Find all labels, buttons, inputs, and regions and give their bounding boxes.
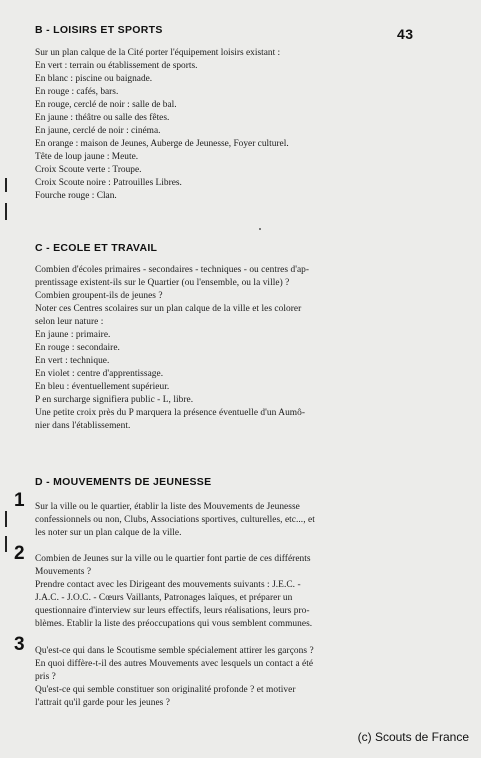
section-c-line: P en surcharge signifiera public - L, libre. bbox=[35, 395, 194, 405]
section-b-line: En jaune : théâtre ou salle des fêtes. bbox=[35, 113, 170, 123]
section-b-line: En rouge, cerclé de noir : salle de bal. bbox=[35, 100, 177, 110]
section-b-line: En rouge : cafés, bars. bbox=[35, 87, 119, 97]
section-d-line: Combien de Jeunes sur la ville ou le quartier font partie de ces différents bbox=[35, 554, 311, 564]
section-d-item-3 bbox=[35, 645, 383, 710]
section-b-line: Croix Scoute noire : Patrouilles Libres. bbox=[35, 178, 182, 188]
section-d-line: pris ? bbox=[35, 672, 56, 682]
section-b-line: Tête de loup jaune : Meute. bbox=[35, 152, 139, 162]
margin-mark bbox=[5, 178, 7, 192]
item-1-number: 1 bbox=[14, 490, 25, 511]
section-c-line: selon leur nature : bbox=[35, 317, 104, 327]
section-c-line: En jaune : primaire. bbox=[35, 330, 111, 340]
item-2-number: 2 bbox=[14, 543, 25, 564]
section-c-line: Combien d'écoles primaires - secondaires - techniques - ou centres d'ap- bbox=[35, 265, 310, 275]
section-d-heading: D - MOUVEMENTS DE JEUNESSE bbox=[35, 476, 212, 488]
section-d-line: l'attrait qu'il garde pour les jeunes ? bbox=[35, 698, 170, 708]
page-number: 43 bbox=[397, 26, 414, 42]
section-c-heading: C - ECOLE ET TRAVAIL bbox=[35, 242, 158, 254]
section-b-line: Fourche rouge : Clan. bbox=[35, 191, 117, 201]
margin-mark bbox=[5, 536, 7, 552]
section-c-line: En violet : centre d'apprentissage. bbox=[35, 369, 164, 379]
section-d-line: Qu'est-ce qui semble constituer son originalité profonde ? et motiver bbox=[35, 685, 296, 695]
section-b-heading: B - LOISIRS ET SPORTS bbox=[35, 24, 163, 36]
section-c-line: nier dans l'établissement. bbox=[35, 421, 131, 431]
section-d-line: En quoi diffère-t-il des autres Mouvements avec lesquels un contact a été bbox=[35, 659, 314, 669]
section-c-line: En bleu : éventuellement supérieur. bbox=[35, 382, 170, 392]
section-d-line: blèmes. Etablir la liste des préoccupations qui vous semblent communes. bbox=[35, 619, 313, 629]
margin-mark bbox=[5, 203, 7, 220]
print-speck bbox=[259, 228, 261, 230]
section-d-line: questionnaire d'interview sur leurs effectifs, leurs réalisations, leurs pro- bbox=[35, 606, 310, 616]
section-d-line: Qu'est-ce qui dans le Scoutisme semble spécialement attirer les garçons ? bbox=[35, 646, 314, 656]
section-c-list bbox=[35, 264, 383, 433]
section-b-line: Croix Scoute verte : Troupe. bbox=[35, 165, 142, 175]
section-b-line: En vert : terrain ou établissement de sports. bbox=[35, 61, 198, 71]
section-c-line: En vert : technique. bbox=[35, 356, 110, 366]
section-c-line: Combien groupent-ils de jeunes ? bbox=[35, 291, 163, 301]
section-b-line: En blanc : piscine ou baignade. bbox=[35, 74, 153, 84]
section-d-line: confessionnels ou non, Clubs, Associations sportives, culturelles, etc..., et bbox=[35, 515, 315, 525]
section-c-line: prentissage existent-ils sur le Quartier (ou l'ensemble, ou la ville) ? bbox=[35, 278, 290, 288]
section-b-line: Sur un plan calque de la Cité porter l'équipement loisirs existant : bbox=[35, 48, 281, 58]
item-3-number: 3 bbox=[14, 634, 25, 655]
section-b-line: En orange : maison de Jeunes, Auberge de Jeunesse, Foyer culturel. bbox=[35, 139, 289, 149]
copyright-watermark: (c) Scouts de France bbox=[357, 730, 469, 744]
section-d-item-1 bbox=[35, 501, 383, 540]
section-d-line: Prendre contact avec les Dirigeant des mouvements suivants : J.E.C. - bbox=[35, 580, 301, 590]
section-d-line: J.A.C. - J.O.C. - Cœurs Vaillants, Patronages laïques, et préparer un bbox=[35, 593, 293, 603]
section-b-line: En jaune, cerclé de noir : cinéma. bbox=[35, 126, 161, 136]
section-d-item-2 bbox=[35, 553, 383, 631]
section-d-line: les noter sur un plan calque de la ville. bbox=[35, 528, 182, 538]
section-d-line: Mouvements ? bbox=[35, 567, 92, 577]
section-d-line: Sur la ville ou le quartier, établir la liste des Mouvements de Jeunesse bbox=[35, 502, 300, 512]
section-b-list bbox=[35, 47, 365, 203]
section-c-line: En rouge : secondaire. bbox=[35, 343, 120, 353]
section-c-line: Noter ces Centres scolaires sur un plan calque de la ville et les colorer bbox=[35, 304, 302, 314]
margin-mark bbox=[5, 511, 7, 527]
section-c-line: Une petite croix près du P marquera la présence éventuelle d'un Aumô- bbox=[35, 408, 306, 418]
